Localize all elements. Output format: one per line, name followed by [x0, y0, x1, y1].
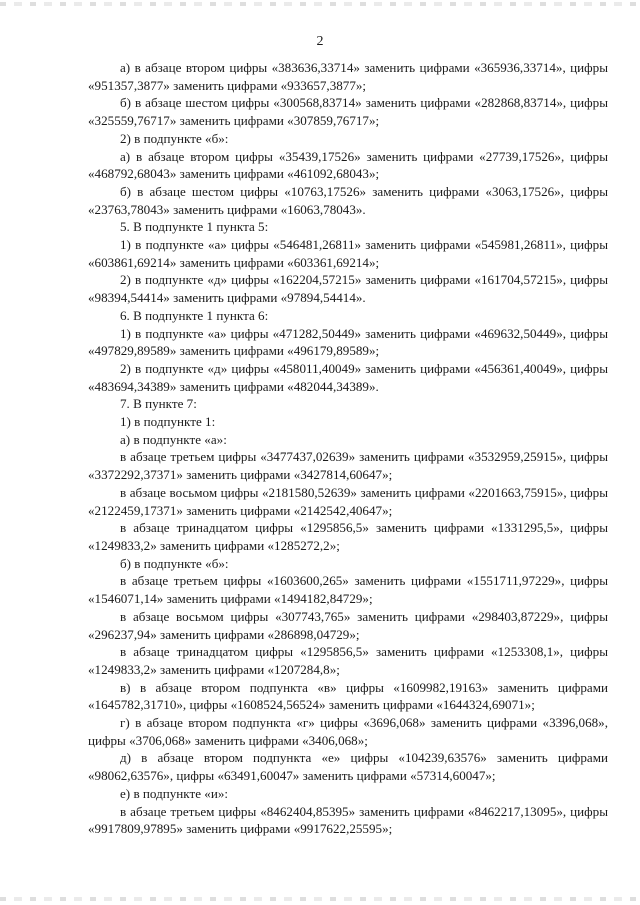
paragraph-point-5-heading: 5. В подпункте 1 пункта 5:	[120, 219, 269, 235]
paragraph-7-e-third: в абзаце третьем цифры «8462404,85395» заменить цифрами «8462217,13095», цифры «9917809,97895» заменить цифрами «9917622,25595»;	[88, 803, 608, 837]
paragraph-7-g: г) в абзаце втором подпункта «г» цифры «3696,068» заменить цифрами «3396,068», цифры «3706,068» заменить цифрами «3406,068»;	[88, 715, 608, 748]
scan-bottom-edge	[0, 897, 640, 901]
paragraph-5-2: 2) в подпункте «д» цифры «162204,57215» заменить цифрами «161704,57215», цифры «98394,54414» заменить цифрами «97894,54414».	[88, 272, 608, 306]
paragraph-b-sixth-abzac: б) в абзаце шестом цифры «300568,83714» заменить цифрами «282868,83714», цифры «325559,76717» заменить цифрами «307859,76717»;	[88, 95, 608, 129]
scan-top-edge	[0, 2, 640, 6]
paragraph-7-a-third: в абзаце третьем цифры «3477437,02639» заменить цифрами «3532959,25915», цифры «3372292,37371» заменить цифрами «3427814,60647»;	[88, 449, 608, 483]
paragraph-7-b-third: в абзаце третьем цифры «1603600,265» заменить цифрами «1551711,97229», цифры «1546071,14» заменить цифрами «1494182,84729»;	[88, 573, 608, 607]
paragraph-point-6-heading: 6. В подпункте 1 пункта 6:	[120, 307, 269, 323]
document-body	[88, 59, 608, 838]
paragraph-7-subpoint-1: 1) в подпункте 1:	[120, 414, 216, 430]
paragraph-b-sixth-abzac-2: б) в абзаце шестом цифры «10763,17526» заменить цифрами «3063,17526», цифры «23763,78043» заменить цифрами «16063,78043».	[88, 183, 608, 217]
paragraph-7-v: в) в абзаце втором подпункта «в» цифры «1609982,19163» заменить цифрами «1645782,31710», цифры «1608524,56524» заменить цифрами «1644324,69071»;	[88, 679, 608, 713]
page-number: 2	[316, 34, 324, 49]
paragraph-7-b-thirteenth: в абзаце тринадцатом цифры «1295856,5» заменить цифрами «1253308,1», цифры «1249833,2» заменить цифрами «1207284,8»;	[88, 644, 608, 677]
paragraph-6-1: 1) в подпункте «а» цифры «471282,50449» заменить цифрами «469632,50449», цифры «497829,89589» заменить цифрами «496179,89589»;	[88, 325, 608, 359]
paragraph-7-subpoint-b: б) в подпункте «б»:	[120, 555, 229, 571]
paragraph-7-b-eighth: в абзаце восьмом цифры «307743,765» заменить цифрами «298403,87229», цифры «296237,94» заменить цифрами «286898,04729»;	[88, 608, 608, 642]
paragraph-a-second-abzac-2: а) в абзаце втором цифры «35439,17526» заменить цифрами «27739,17526», цифры «468792,68043» заменить цифрами «461092,68043»;	[88, 148, 608, 182]
paragraph-6-2: 2) в подпункте «д» цифры «458011,40049» заменить цифрами «456361,40049», цифры «483694,34389» заменить цифрами «482044,34389».	[88, 360, 608, 394]
paragraph-7-a-eighth: в абзаце восьмом цифры «2181580,52639» заменить цифрами «2201663,75915», цифры «2122459,17371» заменить цифрами «2142542,40647»;	[88, 484, 608, 518]
paragraph-subpoint-b-heading: 2) в подпункте «б»:	[120, 130, 229, 146]
paragraph-7-d: д) в абзаце втором подпункта «е» цифры «104239,63576» заменить цифрами «98062,63576», цифры «63491,60047» заменить цифрами «57314,60047»;	[88, 750, 608, 784]
paragraph-7-subpoint-a: а) в подпункте «а»:	[120, 431, 227, 447]
paragraph-7-e-heading: е) в подпункте «и»:	[120, 785, 229, 801]
paragraph-a-second-abzac: а) в абзаце втором цифры «383636,33714» заменить цифрами «365936,33714», цифры «951357,3877» заменить цифрами «933657,3877»;	[88, 60, 608, 93]
paragraph-point-7-heading: 7. В пункте 7:	[120, 396, 197, 412]
paragraph-7-a-thirteenth: в абзаце тринадцатом цифры «1295856,5» заменить цифрами «1331295,5», цифры «1249833,2» заменить цифрами «1285272,2»;	[88, 520, 608, 553]
paragraph-5-1: 1) в подпункте «а» цифры «546481,26811» заменить цифрами «545981,26811», цифры «603861,69214» заменить цифрами «603361,69214»;	[88, 237, 608, 270]
